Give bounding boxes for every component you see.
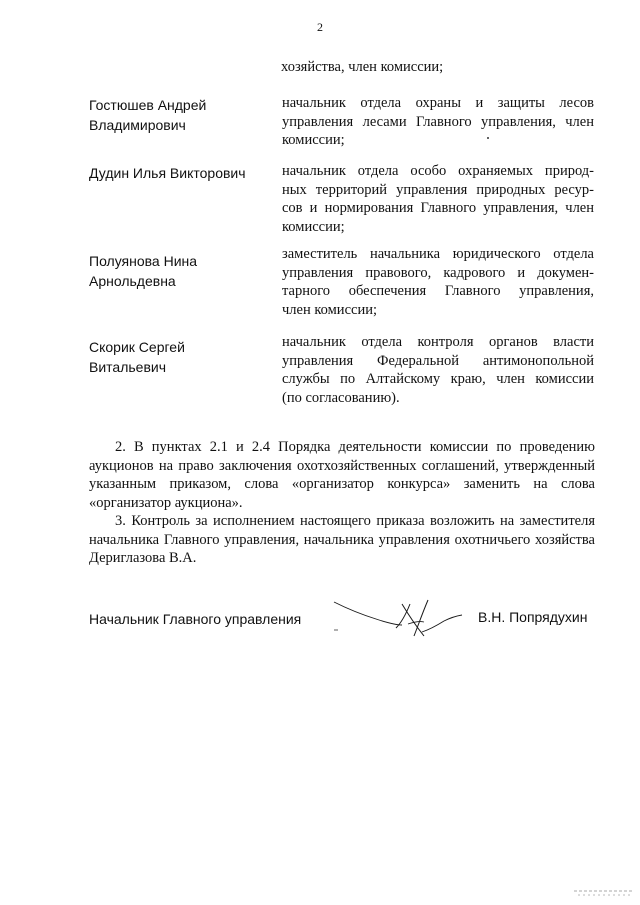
handwritten-signature (332, 592, 472, 642)
member-role-line: управления лесами Главного управления, член (282, 113, 594, 130)
scan-corner-mark (574, 888, 634, 898)
member-role-line: начальник отдела контроля органов власти (282, 334, 594, 350)
signatory-name: В.Н. Попрядухин (478, 609, 588, 625)
signatory-title: Начальник Главного управления (89, 611, 302, 627)
member-name-line: Полуянова Нина (89, 253, 198, 269)
body-text (89, 438, 595, 568)
member-role (282, 245, 594, 319)
paragraph-3: 3. Контроль за исполнением настоящего приказа возложить на заместителя начальника Главного управления, начальника управления охотничьего хозяйства Дериглазова В.А. (89, 513, 595, 566)
member-role-line: комиссии; (282, 218, 345, 235)
member-role (282, 162, 594, 236)
page-number: 2 (317, 20, 323, 34)
paragraph-2: 2. В пунктах 2.1 и 2.4 Порядка деятельности комиссии по проведению аукционов на право заключения охотхозяйственных соглашений, утвержденный указанным приказом, слова «организатор конкурса» заменить на слова «организатор аукциона». (89, 439, 595, 511)
member-role-line: комиссии; (282, 132, 345, 148)
member-name (89, 163, 264, 183)
member-role-line: сов и нормирования Главного управления, член (282, 200, 594, 216)
member-name-line: Гостюшев Андрей (89, 97, 207, 113)
member-name-line: Скорик Сергей (89, 339, 185, 355)
member-name (89, 251, 264, 291)
member-name-line: Дудин Илья Викторович (89, 165, 246, 181)
member-role (282, 333, 594, 407)
member-name-line: Витальевич (89, 359, 166, 375)
member-role-line: член комиссии; (282, 301, 377, 318)
continuation-line: хозяйства, член комиссии; (281, 59, 444, 75)
member-role-line: тарного обеспечения Главного управления, (282, 283, 594, 299)
member-name (89, 95, 264, 135)
member-name (89, 337, 264, 377)
member-role-line: управления правового, кадрового и докумен- (282, 264, 594, 281)
member-role (282, 94, 594, 150)
member-name-line: Владимирович (89, 117, 186, 133)
member-role-line: (по согласованию). (282, 389, 400, 406)
member-role-line: начальник отдела особо охраняемых природ- (282, 163, 594, 179)
member-role-line: заместитель начальника юридического отдела (282, 246, 594, 262)
member-name-line: Арнольдевна (89, 273, 176, 289)
member-role-line: управления Федеральной антимонопольной (282, 352, 594, 369)
member-role-line: ных территорий управления природных ресур- (282, 181, 594, 198)
member-role-line: службы по Алтайскому краю, член комиссии (282, 371, 594, 387)
member-role-line: начальник отдела охраны и защиты лесов (282, 95, 594, 111)
